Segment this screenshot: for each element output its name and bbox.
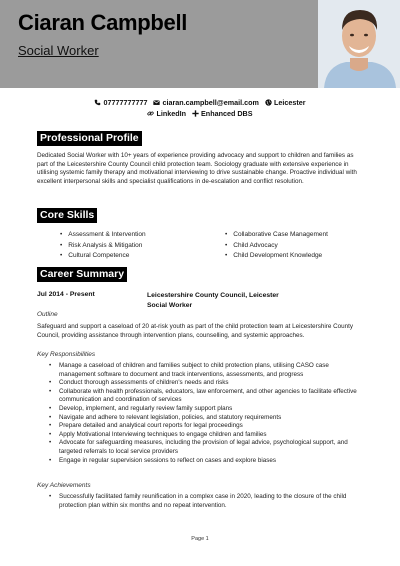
skill-item: • Assessment & Intervention — [60, 230, 225, 240]
contact-row-1 — [0, 97, 400, 108]
list-item: • Collaborate with health professionals, educators, law enforcement, and other agencies to facilitate effective communication and coordination of services — [46, 388, 366, 405]
achievements-list — [46, 493, 366, 510]
envelope-icon — [153, 99, 160, 106]
job-dates: Jul 2014 - Present — [37, 291, 95, 298]
list-item: • Navigate and adhere to relevant legislation, policies, and statutory requirements — [46, 414, 366, 423]
job-outline: Safeguard and support a caseload of 20 at-risk youth as part of the child protection team at Leicestershire County Council, providing assistance through intervention plans, counselling, and systemic approaches. — [37, 323, 354, 339]
email-item — [153, 97, 259, 108]
link-icon — [147, 110, 154, 117]
list-item: • Successfully facilitated family reunification in a complex case in 2020, leading to the closure of the child protection plan within six months and no repeat intervention. — [46, 493, 366, 510]
list-item: • Apply Motivational Interviewing techniques to engage children and families — [46, 431, 366, 440]
globe-icon — [265, 99, 272, 106]
list-item: • Prepare detailed and analytical court reports for legal proceedings — [46, 422, 366, 431]
email-address: ciaran.campbell@email.com — [162, 98, 259, 107]
section-heading-profile: Professional Profile — [37, 131, 142, 146]
skill-item: • Collaborative Case Management — [225, 230, 360, 240]
skills-list — [60, 230, 360, 261]
section-heading-career: Career Summary — [37, 267, 127, 282]
phone-item — [94, 97, 147, 108]
phone-icon — [94, 99, 101, 106]
profile-photo — [318, 0, 400, 88]
skill-item: • Risk Analysis & Mitigation — [60, 241, 225, 251]
candidate-name: Ciaran Campbell — [18, 10, 188, 35]
skill-item: • Cultural Competence — [60, 251, 225, 261]
dbs-item — [192, 108, 253, 119]
list-item: • Advocate for safeguarding measures, including the provision of legal advice, psychological support, and targeted referrals to local service providers — [46, 439, 366, 456]
page-number: Page 1 — [191, 536, 209, 542]
list-item: • Engage in regular supervision sessions to reflect on cases and explore biases — [46, 457, 366, 466]
linkedin-link[interactable]: LinkedIn — [156, 109, 187, 118]
list-item: • Manage a caseload of children and families subject to child protection plans, utilising CASO case management software to document and track interventions, assessments, and progress — [46, 362, 366, 379]
section-heading-skills: Core Skills — [37, 208, 97, 223]
skill-item: • Child Advocacy — [225, 241, 360, 251]
job-role: Social Worker — [147, 301, 193, 309]
linkedin-item[interactable] — [147, 108, 186, 119]
contact-info — [0, 97, 400, 119]
job-employer: Leicestershire County Council, Leicester — [147, 292, 279, 299]
location: Leicester — [273, 98, 306, 107]
contact-row-2 — [0, 108, 400, 119]
profile-summary: Dedicated Social Worker with 10+ years of experience providing advocacy and support to children and families as part of the Leicestershire County Council child protection team. Sociology graduate with extensive experience in utilising systemic family therapy and motivational interviewing to drive sustainable change. Proactive individual with excellent interpersonal skills and specialist qualifications in de-escalation and conflict resolution. — [37, 152, 357, 185]
list-item: • Develop, implement, and regularly review family support plans — [46, 405, 366, 414]
achievements-label: Key Achievements — [37, 482, 91, 489]
skill-item: • Child Development Knowledge — [225, 251, 360, 261]
location-item — [265, 97, 306, 108]
responsibilities-list — [46, 362, 366, 465]
plus-icon — [192, 110, 199, 117]
list-item: • Conduct thorough assessments of children's needs and risks — [46, 379, 366, 388]
outline-label: Outline — [37, 311, 58, 318]
responsibilities-label: Key Responsibilities — [37, 351, 96, 358]
person-photo-icon — [318, 0, 400, 88]
dbs-status: Enhanced DBS — [201, 109, 253, 118]
job-employer-block — [147, 291, 317, 310]
job-title: Social Worker — [18, 43, 99, 58]
phone-number: 07777777777 — [103, 98, 148, 107]
